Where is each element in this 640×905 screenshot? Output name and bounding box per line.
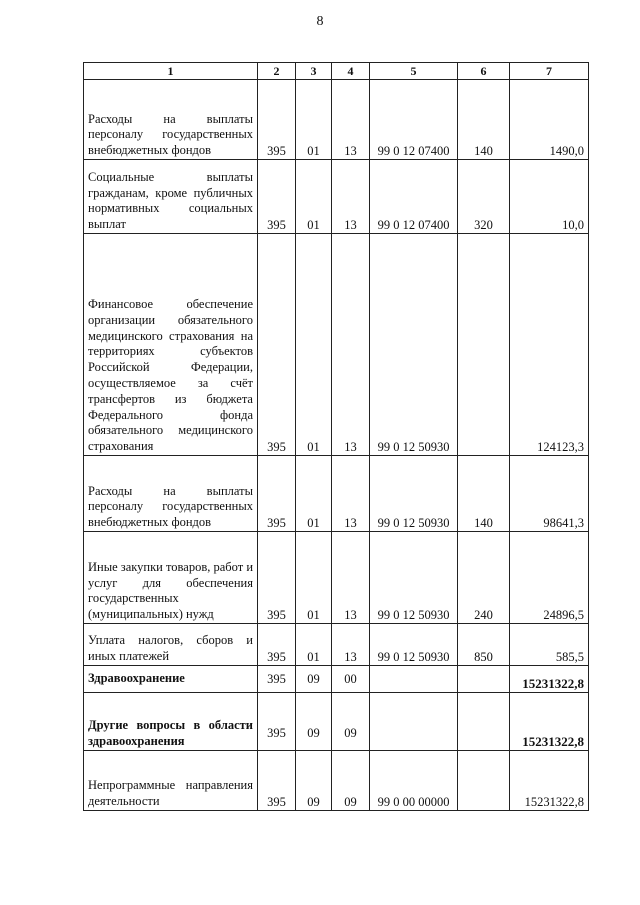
table-row — [84, 234, 589, 456]
row-name: Иные закупки товаров, работ и услуг для обеспечения государственных (муниципальных) нужд — [84, 532, 258, 624]
cell-col3: 09 — [296, 693, 332, 751]
cell-col6: 850 — [458, 624, 510, 666]
column-header: 7 — [510, 63, 589, 80]
cell-col3: 01 — [296, 624, 332, 666]
column-header: 3 — [296, 63, 332, 80]
column-header: 1 — [84, 63, 258, 80]
cell-col5 — [370, 693, 458, 751]
cell-col5: 99 0 12 50930 — [370, 624, 458, 666]
cell-amount: 15231322,8 — [510, 751, 589, 811]
row-name: Уплата налогов, сборов и иных платежей — [84, 624, 258, 666]
cell-col6: 140 — [458, 456, 510, 532]
cell-col3: 01 — [296, 160, 332, 234]
budget-table — [83, 62, 589, 811]
column-header: 2 — [258, 63, 296, 80]
cell-col6 — [458, 693, 510, 751]
column-header: 4 — [332, 63, 370, 80]
cell-col2: 395 — [258, 624, 296, 666]
cell-col6 — [458, 234, 510, 456]
row-name: Расходы на выплаты персоналу государственных внебюджетных фондов — [84, 80, 258, 160]
cell-amount: 585,5 — [510, 624, 589, 666]
row-name: Непрограммные направления деятельности — [84, 751, 258, 811]
cell-col2: 395 — [258, 666, 296, 693]
column-header: 5 — [370, 63, 458, 80]
cell-col6: 240 — [458, 532, 510, 624]
cell-col3: 09 — [296, 666, 332, 693]
row-name: Здравоохранение — [84, 666, 258, 693]
cell-col3: 01 — [296, 234, 332, 456]
cell-col3: 01 — [296, 456, 332, 532]
header-row — [84, 63, 589, 80]
cell-col2: 395 — [258, 234, 296, 456]
cell-col5: 99 0 12 07400 — [370, 80, 458, 160]
cell-col6: 140 — [458, 80, 510, 160]
row-name: Финансовое обеспечение организации обязательного медицинского страхования на территориях субъектов Российской Федерации, осуществляемое за счёт трансфертов из бюджета Федерального фонда обязательного медицинского страхования — [84, 234, 258, 456]
cell-col5: 99 0 12 50930 — [370, 234, 458, 456]
cell-col6 — [458, 666, 510, 693]
cell-col2: 395 — [258, 456, 296, 532]
cell-col4: 13 — [332, 80, 370, 160]
table-row — [84, 80, 589, 160]
table-row — [84, 624, 589, 666]
cell-col4: 09 — [332, 751, 370, 811]
row-name: Расходы на выплаты персоналу государственных внебюджетных фондов — [84, 456, 258, 532]
cell-col4: 00 — [332, 666, 370, 693]
cell-col6: 320 — [458, 160, 510, 234]
cell-col4: 09 — [332, 693, 370, 751]
cell-col2: 395 — [258, 80, 296, 160]
cell-col2: 395 — [258, 693, 296, 751]
cell-col4: 13 — [332, 624, 370, 666]
table-row — [84, 751, 589, 811]
cell-col2: 395 — [258, 751, 296, 811]
cell-amount: 15231322,8 — [510, 693, 589, 751]
cell-col4: 13 — [332, 456, 370, 532]
cell-amount: 24896,5 — [510, 532, 589, 624]
table-row — [84, 160, 589, 234]
cell-col5: 99 0 12 50930 — [370, 532, 458, 624]
cell-amount: 15231322,8 — [510, 666, 589, 693]
column-header: 6 — [458, 63, 510, 80]
cell-col3: 01 — [296, 532, 332, 624]
cell-amount: 124123,3 — [510, 234, 589, 456]
cell-amount: 10,0 — [510, 160, 589, 234]
cell-col2: 395 — [258, 532, 296, 624]
table-row — [84, 532, 589, 624]
cell-col6 — [458, 751, 510, 811]
page-number: 8 — [316, 14, 324, 29]
row-name: Другие вопросы в области здравоохранения — [84, 693, 258, 751]
cell-col5 — [370, 666, 458, 693]
cell-col5: 99 0 12 50930 — [370, 456, 458, 532]
cell-col5: 99 0 12 07400 — [370, 160, 458, 234]
cell-col4: 13 — [332, 234, 370, 456]
table-row — [84, 666, 589, 693]
table-row — [84, 456, 589, 532]
cell-col4: 13 — [332, 532, 370, 624]
cell-amount: 1490,0 — [510, 80, 589, 160]
row-name: Социальные выплаты гражданам, кроме публичных нормативных социальных выплат — [84, 160, 258, 234]
cell-col3: 09 — [296, 751, 332, 811]
cell-col2: 395 — [258, 160, 296, 234]
cell-col5: 99 0 00 00000 — [370, 751, 458, 811]
cell-col3: 01 — [296, 80, 332, 160]
cell-col4: 13 — [332, 160, 370, 234]
cell-amount: 98641,3 — [510, 456, 589, 532]
table-row — [84, 693, 589, 751]
